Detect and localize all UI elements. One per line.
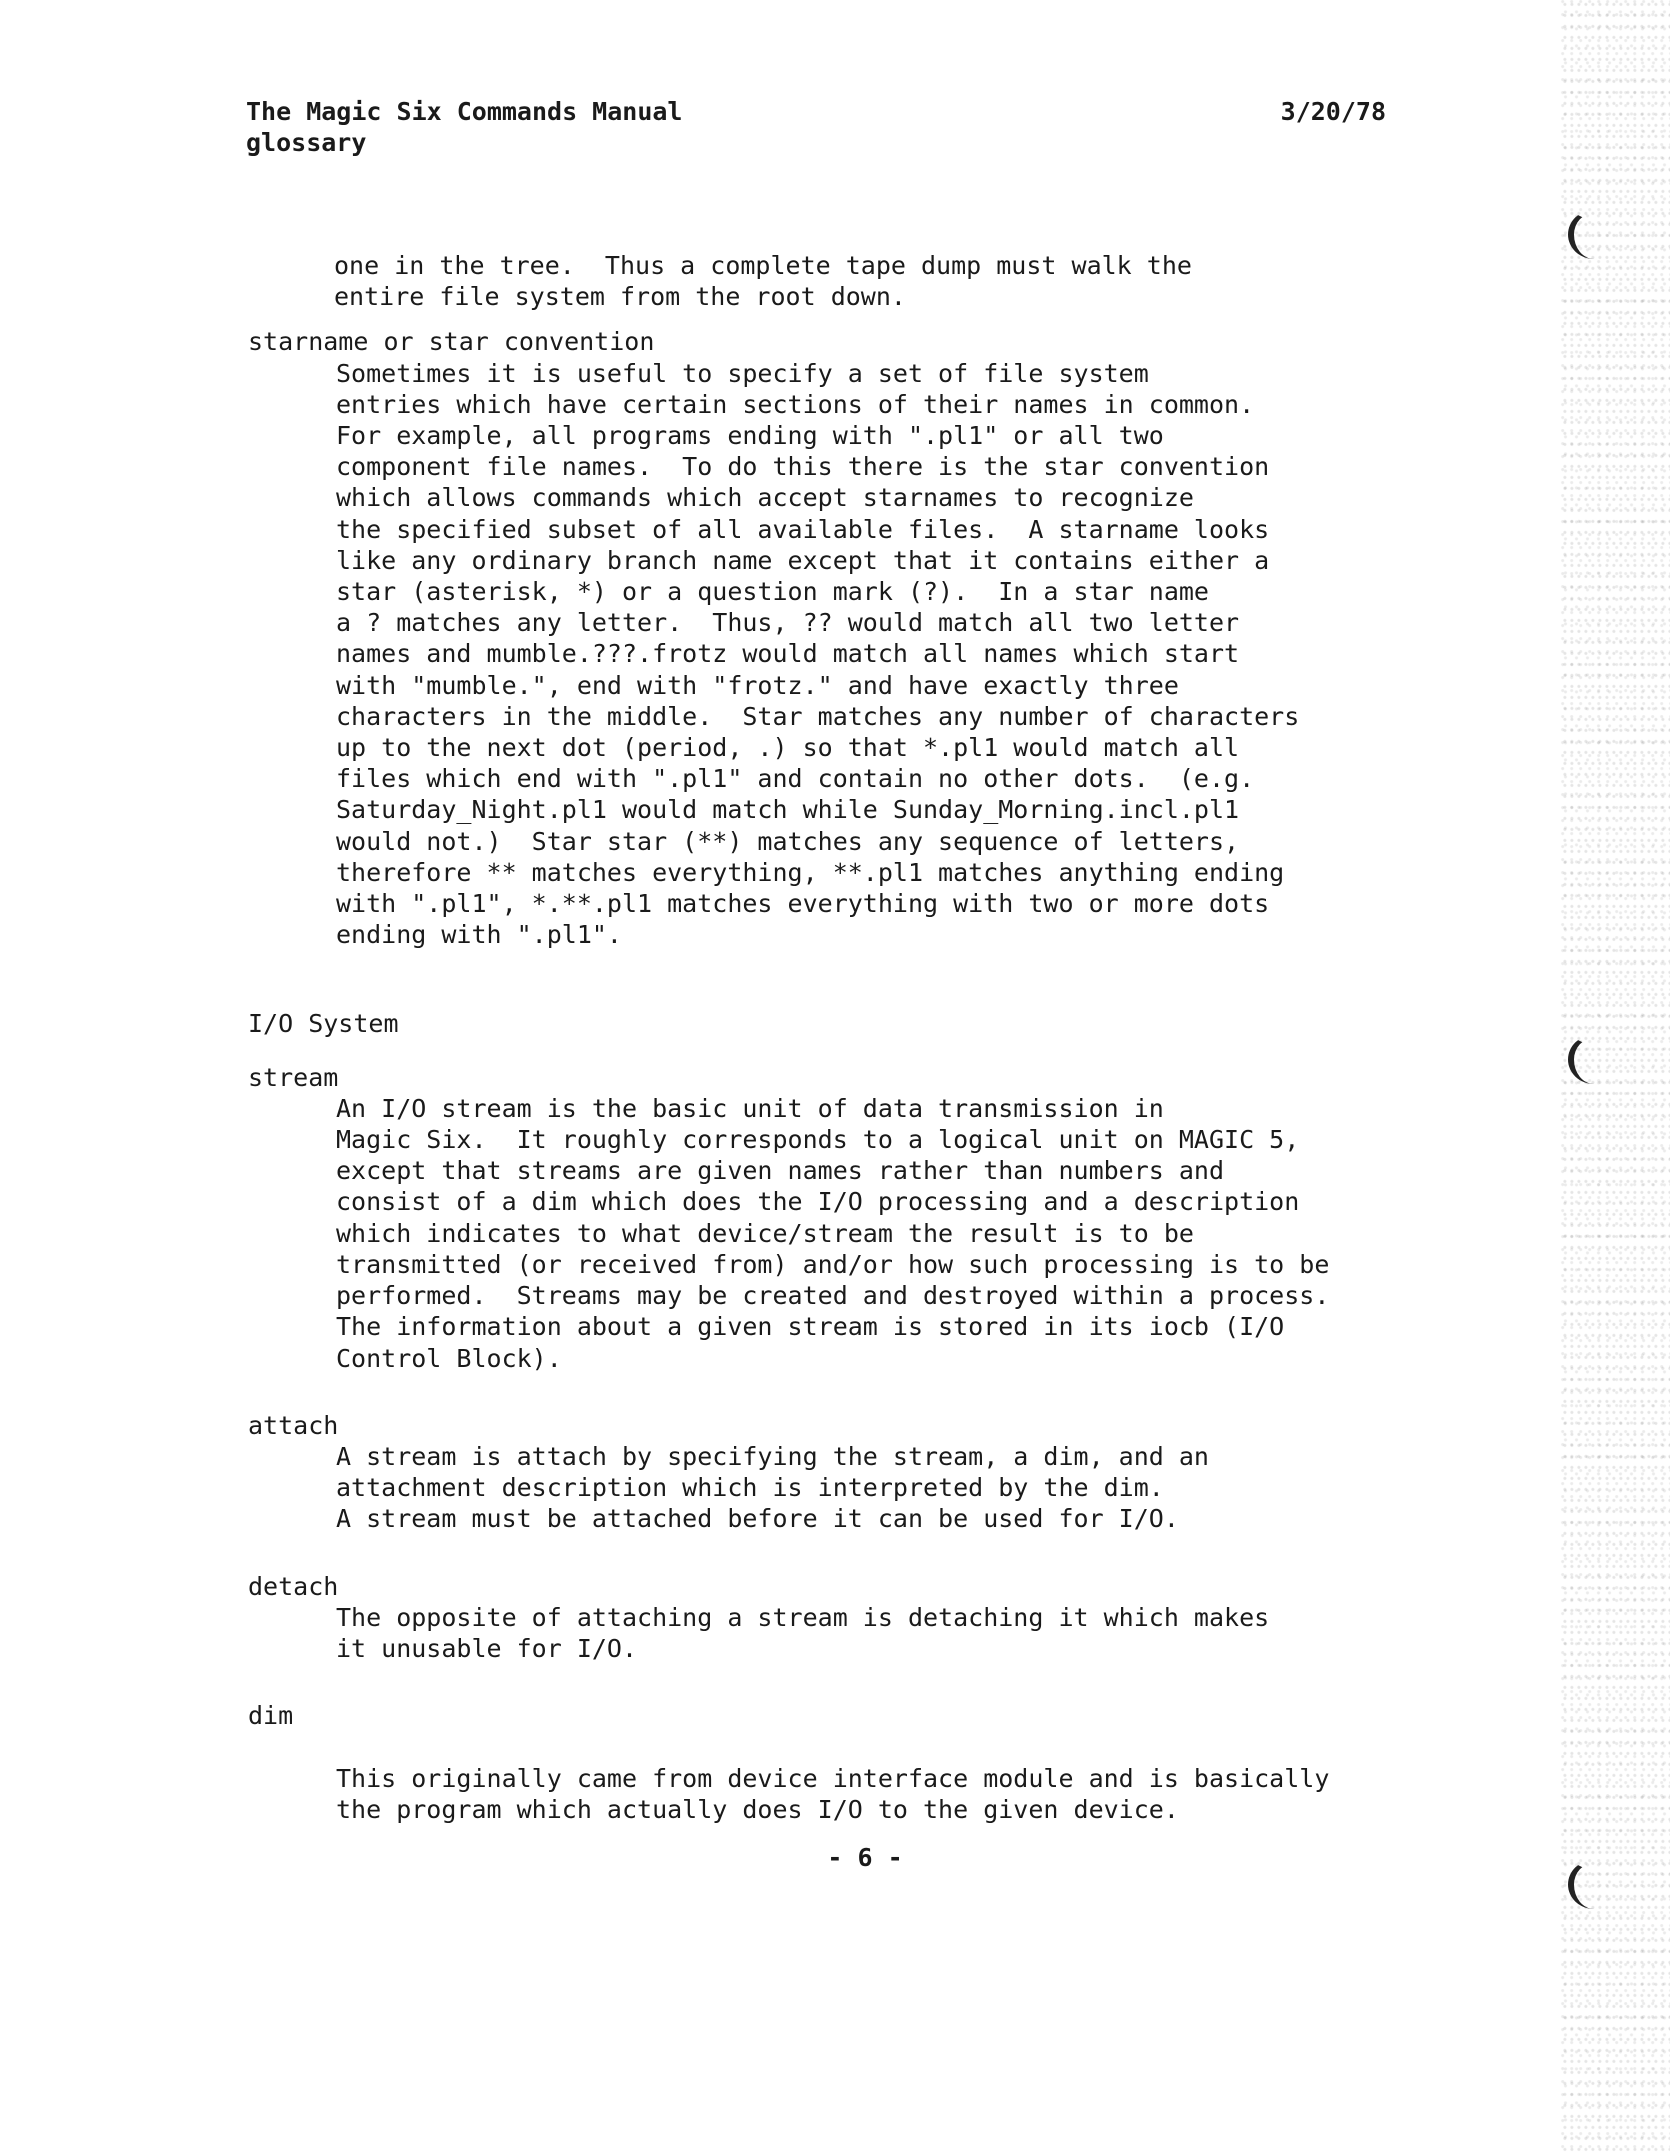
definition-line: entries which have certain sections of their names in common.	[336, 389, 1255, 419]
glossary-term: dim	[248, 1701, 294, 1731]
entry-gap	[248, 1374, 1408, 1396]
definition-line: The opposite of attaching a stream is detaching it which makes	[336, 1602, 1270, 1632]
definition-line: Magic Six. It roughly corresponds to a logical unit on MAGIC 5,	[336, 1125, 1300, 1155]
definition-line: it unusable for I/O.	[336, 1633, 638, 1663]
definition-line: attachment description which is interpreted by the dim.	[336, 1473, 1164, 1503]
definition-line: like any ordinary branch name except that it contains either a	[336, 545, 1270, 575]
definition-line: one in the tree. Thus a complete tape dump must walk the	[334, 251, 1192, 280]
glossary-term: stream	[248, 1062, 339, 1092]
header-date: 3/20/78	[1280, 97, 1386, 126]
definition-line: which indicates to what device/stream the result is to be	[336, 1218, 1194, 1248]
definition-line: component file names. To do this there is the star convention	[336, 452, 1270, 482]
entry-gap	[248, 1664, 1408, 1686]
glossary-entry	[248, 1410, 1408, 1535]
manual-title: The Magic Six Commands Manual	[246, 97, 683, 126]
glossary-entry	[248, 1571, 1408, 1665]
definition-line: transmitted (or received from) and/or how such processing is to be	[336, 1249, 1330, 1279]
glossary-entry	[248, 326, 1408, 950]
definition-line: characters in the middle. Star matches any number of characters	[336, 701, 1300, 731]
glossary-body	[248, 250, 1408, 1825]
definition-line: with "mumble.", end with "frotz." and have exactly three	[336, 670, 1179, 700]
definition-line: The information about a given stream is stored in its iocb (I/O	[336, 1312, 1285, 1342]
definition-line: consist of a dim which does the I/O processing and a description	[336, 1187, 1300, 1217]
page-number: - 6 -	[827, 1843, 903, 1872]
definition-line: star (asterisk, *) or a question mark (?). In a star name	[336, 577, 1209, 607]
glossary-term: attach	[248, 1410, 339, 1440]
glossary-entries	[248, 326, 1408, 950]
continued-definition	[248, 250, 1408, 312]
definition-line: Saturday_Night.pl1 would match while Sunday_Morning.incl.pl1	[336, 795, 1240, 825]
definition-line: the specified subset of all available files. A starname looks	[336, 514, 1270, 544]
punch-hole	[1568, 1035, 1620, 1084]
definition-line: A stream is attach by specifying the stream, a dim, and an	[336, 1441, 1209, 1471]
glossary-term: starname or star convention	[248, 327, 655, 357]
definition-line: This originally came from device interface module and is basically	[336, 1763, 1330, 1793]
definition-line: would not.) Star star (**) matches any sequence of letters,	[336, 826, 1240, 856]
definition-line: performed. Streams may be created and destroyed within a process.	[336, 1281, 1330, 1311]
definition-line: names and mumble.???.frotz would match all names which start	[336, 639, 1240, 669]
definition-line: An I/O stream is the basic unit of data transmission in	[336, 1093, 1164, 1123]
definition-line: with ".pl1", *.**.pl1 matches everything with two or more dots	[336, 889, 1270, 919]
definition-line: Sometimes it is useful to specify a set of file system	[336, 358, 1149, 388]
definition-line: Control Block).	[336, 1343, 562, 1373]
definition-line	[336, 1731, 1408, 1762]
definition-line: entire file system from the root down.	[334, 282, 906, 312]
definition-line: files which end with ".pl1" and contain no other dots. (e.g.	[336, 764, 1255, 794]
punch-hole	[1568, 210, 1620, 259]
section-subtitle: glossary	[246, 128, 367, 157]
entry-gap	[248, 1535, 1408, 1557]
definition-line: a ? matches any letter. Thus, ?? would match all two letter	[336, 608, 1240, 638]
definition-line: A stream must be attached before it can be used for I/O.	[336, 1504, 1179, 1534]
definition-line: therefore ** matches everything, **.pl1 matches anything ending	[336, 857, 1285, 887]
definition-line: ending with ".pl1".	[336, 920, 622, 950]
glossary-entry	[248, 1700, 1408, 1825]
definition-line: up to the next dot (period, .) so that *.pl1 would match all	[336, 733, 1240, 763]
page-header	[246, 96, 1386, 158]
definition-line: which allows commands which accept starnames to recognize	[336, 483, 1194, 513]
section-heading: I/O System	[248, 1009, 399, 1039]
definition-line: except that streams are given names rather than numbers and	[336, 1156, 1225, 1186]
definition-line: the program which actually does I/O to the given device.	[336, 1794, 1179, 1824]
glossary-entries-io	[248, 1062, 1408, 1825]
glossary-term: detach	[248, 1571, 339, 1601]
definition-line: For example, all programs ending with ".pl1" or all two	[336, 421, 1164, 451]
glossary-entry	[248, 1062, 1408, 1374]
